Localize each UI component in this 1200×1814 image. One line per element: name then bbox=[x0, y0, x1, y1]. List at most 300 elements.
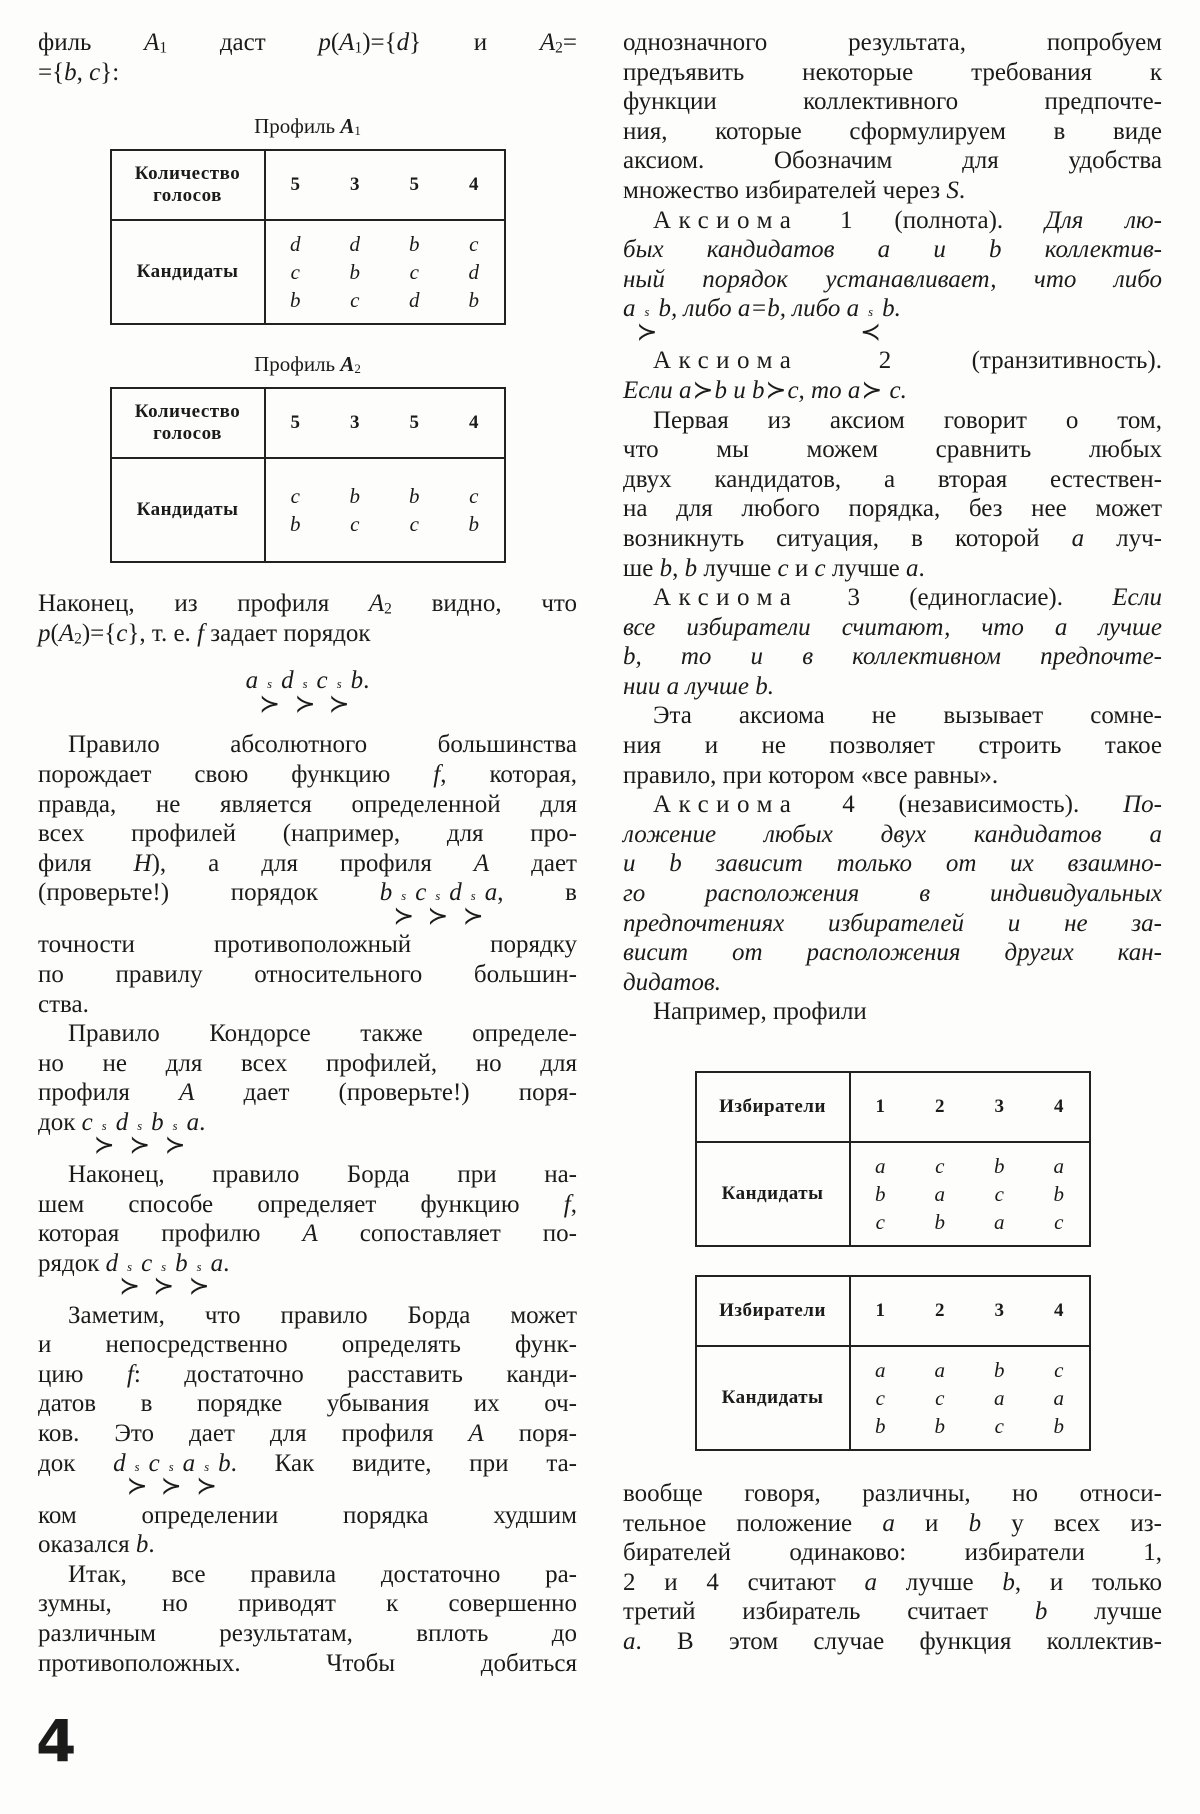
candidate-letter: c bbox=[1054, 1210, 1064, 1234]
text-run: бирателей одинаково: избиратели 1, bbox=[623, 1539, 1162, 1567]
candidate-letter: a bbox=[875, 1154, 886, 1178]
math-italic: d bbox=[449, 879, 462, 907]
math-italic: все избиратели считают, что a лучше bbox=[623, 613, 1162, 641]
text-run: } и bbox=[409, 29, 540, 56]
math-italic: d bbox=[105, 1249, 119, 1277]
text-run: }: bbox=[100, 58, 120, 86]
candidate-letter: b bbox=[994, 1154, 1005, 1178]
candidate-letter: c bbox=[409, 512, 419, 537]
text-run: ), а для профиля bbox=[151, 849, 474, 877]
column-number: 2 bbox=[935, 1300, 945, 1321]
text-line bbox=[38, 1419, 577, 1449]
text-run: поря- bbox=[483, 1420, 578, 1448]
relation-superscript: s bbox=[302, 677, 308, 692]
text-run: правда, не является определенной для bbox=[38, 790, 577, 818]
subscript: 2 bbox=[555, 39, 563, 57]
text-run: однозначного результата, попробуем bbox=[623, 29, 1162, 56]
candidate-letter: c bbox=[1054, 1358, 1064, 1382]
text-line bbox=[623, 701, 1162, 731]
axiom-label: Аксиома bbox=[653, 791, 799, 819]
text-run: множество избирателей через bbox=[623, 176, 947, 204]
candidate-letter: d bbox=[468, 260, 479, 285]
text-line bbox=[623, 968, 1162, 998]
column-number: 5 bbox=[290, 412, 300, 434]
math-italic: p bbox=[318, 29, 331, 56]
math-italic: A bbox=[144, 29, 160, 56]
paragraph bbox=[623, 583, 1162, 701]
math-italic: b bbox=[968, 1509, 982, 1537]
math-italic: b bbox=[1034, 1598, 1048, 1626]
subscript: 2 bbox=[354, 361, 361, 377]
text-run: Первая из аксиом говорит о том, bbox=[653, 406, 1162, 434]
math-italic: f bbox=[563, 1190, 571, 1218]
column-number: 5 bbox=[409, 174, 419, 196]
text-line bbox=[38, 589, 577, 619]
math-italic: Если a bbox=[623, 376, 692, 404]
candidate-letter: b bbox=[875, 1414, 886, 1438]
candidate-letter: b bbox=[409, 232, 420, 257]
table-caption bbox=[38, 351, 577, 377]
text-line bbox=[38, 58, 577, 88]
math-italic: ложение любых двух кандидатов a bbox=[623, 820, 1162, 848]
math-italic: H bbox=[133, 849, 152, 877]
math-italic: b. bbox=[882, 295, 901, 323]
text-run: 2 (транзитивность). bbox=[798, 347, 1162, 375]
text-line bbox=[38, 1108, 577, 1160]
math-italic: A bbox=[368, 590, 385, 618]
math-italic: Для лю- bbox=[1044, 206, 1163, 234]
text-line bbox=[623, 294, 1162, 346]
text-run: . bbox=[363, 667, 370, 695]
math-italic: b bbox=[175, 1249, 188, 1277]
math-italic: a bbox=[186, 1108, 200, 1136]
relation-operator: ≻ bbox=[160, 1473, 182, 1501]
relation-operator: ≻ bbox=[328, 690, 350, 718]
relation-operator: ≻ bbox=[93, 1132, 115, 1160]
text-run: ( bbox=[50, 619, 59, 647]
profile-table-wrapper bbox=[623, 1071, 1162, 1247]
math-italic: A bbox=[302, 1220, 318, 1248]
text-run: порождает свою функцию bbox=[38, 760, 434, 788]
text-run: у всех из- bbox=[981, 1509, 1162, 1537]
text-line bbox=[623, 494, 1162, 524]
text-line bbox=[623, 820, 1162, 850]
candidate-letter: c bbox=[994, 1414, 1004, 1438]
candidate-letter: c bbox=[875, 1386, 885, 1410]
math-italic: b bbox=[350, 667, 364, 695]
candidate-order-column bbox=[385, 230, 445, 314]
column-number: 3 bbox=[350, 174, 360, 196]
text-line bbox=[38, 760, 577, 790]
table-header-row bbox=[111, 150, 505, 220]
candidate-letter: b bbox=[349, 484, 360, 509]
math-italic: c bbox=[89, 58, 101, 86]
text-line bbox=[38, 1330, 577, 1360]
math-italic: c bbox=[81, 1108, 93, 1136]
text-run: Заметим, что правило Борда может bbox=[68, 1301, 577, 1329]
candidate-letter: b bbox=[349, 260, 360, 285]
text-run: Правило абсолютного большинства bbox=[68, 731, 577, 759]
text-run: датов в порядке убывания их оч- bbox=[38, 1390, 577, 1418]
text-line bbox=[38, 1360, 577, 1390]
candidate-letter: a bbox=[934, 1182, 945, 1206]
candidate-order-column bbox=[266, 482, 326, 538]
text-run: аксиом. Обозначим для удобства bbox=[623, 147, 1162, 175]
candidate-columns bbox=[851, 1152, 1089, 1236]
text-run: вообще говоря, различны, но относи- bbox=[623, 1480, 1162, 1507]
text-run: профиля bbox=[38, 1079, 180, 1107]
math-italic: ный порядок устанавливает, что либо bbox=[623, 265, 1162, 293]
column-number: 2 bbox=[935, 1096, 945, 1117]
text-run: лучше bbox=[697, 554, 778, 582]
relation-operator: ≻ bbox=[119, 1273, 141, 1301]
preference-relation-symbol bbox=[764, 377, 787, 405]
text-run: Итак, все правила достаточно ра- bbox=[68, 1560, 577, 1588]
text-line bbox=[38, 849, 577, 879]
math-italic: b, то и в коллективном предпочте- bbox=[623, 643, 1162, 671]
text-line bbox=[623, 58, 1162, 88]
table-header-row bbox=[696, 1072, 1090, 1142]
candidate-letter: c bbox=[350, 288, 360, 313]
candidate-letter: b bbox=[1053, 1182, 1064, 1206]
math-italic: b bbox=[1002, 1568, 1015, 1596]
preference-relation-symbol bbox=[392, 890, 415, 930]
text-run: ния, которые сформулируем в виде bbox=[623, 117, 1162, 145]
candidate-letter: a bbox=[875, 1358, 886, 1382]
candidate-letter: b bbox=[934, 1210, 945, 1234]
relation-superscript: s bbox=[470, 889, 476, 904]
text-line bbox=[38, 1049, 577, 1079]
math-italic: b bbox=[64, 58, 77, 86]
candidate-order-column bbox=[444, 230, 504, 314]
text-line bbox=[623, 28, 1162, 58]
candidate-columns bbox=[266, 482, 504, 538]
header-label-text: Избиратели bbox=[719, 1300, 826, 1321]
text-run: ={ bbox=[38, 58, 65, 86]
candidate-orders bbox=[850, 1346, 1090, 1450]
header-label-text: голосов bbox=[153, 185, 222, 207]
relation-operator: ≻ bbox=[692, 376, 714, 404]
text-run: правило, при котором «все равны». bbox=[623, 761, 999, 789]
preference-relation-symbol bbox=[462, 890, 485, 930]
candidate-letter: a bbox=[934, 1358, 945, 1382]
preference-relation-symbol bbox=[188, 1261, 211, 1301]
text-run: Наконец, из профиля bbox=[38, 590, 369, 618]
text-run: предъявить некоторые требования к bbox=[623, 58, 1162, 86]
math-italic: d bbox=[396, 29, 410, 56]
relation-superscript: s bbox=[168, 1459, 174, 1474]
math-italic: a bbox=[484, 879, 498, 907]
math-italic: и b зависит только от их взаимно- bbox=[623, 850, 1162, 878]
row-label: Кандидаты bbox=[111, 220, 265, 324]
math-italic: c bbox=[777, 554, 789, 582]
column-number: 4 bbox=[469, 174, 479, 196]
candidate-order-column bbox=[266, 230, 326, 314]
text-run: . bbox=[958, 176, 966, 204]
text-run: функции коллективного предпочте- bbox=[623, 88, 1162, 116]
math-italic: го расположения в индивидуальных bbox=[623, 880, 1162, 908]
candidates-row bbox=[696, 1346, 1090, 1450]
paragraph bbox=[623, 28, 1162, 206]
text-line bbox=[623, 909, 1162, 939]
math-italic: c, то a bbox=[787, 376, 861, 404]
text-run: задает порядок bbox=[204, 619, 371, 647]
column-values bbox=[265, 388, 505, 458]
paragraph bbox=[38, 1160, 577, 1301]
paragraph bbox=[38, 1301, 577, 1560]
math-italic: d bbox=[115, 1108, 129, 1136]
candidate-order-column bbox=[325, 230, 385, 314]
candidate-letter: d bbox=[349, 232, 360, 257]
text-run: и непосредственно определять функ- bbox=[38, 1331, 577, 1359]
preference-relation-symbol bbox=[860, 377, 883, 405]
text-line bbox=[38, 960, 577, 990]
left-text-column bbox=[38, 28, 577, 1678]
math-italic: p bbox=[38, 619, 51, 647]
text-run: , в bbox=[497, 879, 577, 907]
relation-superscript: s bbox=[336, 677, 342, 692]
column-number: 5 bbox=[290, 174, 300, 196]
candidate-letter: b bbox=[468, 512, 479, 537]
relation-superscript: s bbox=[267, 677, 273, 692]
relation-superscript: s bbox=[137, 1118, 143, 1133]
header-label bbox=[111, 150, 265, 220]
text-run: 2 и 4 считают bbox=[623, 1568, 865, 1596]
preference-relation-symbol bbox=[126, 1461, 149, 1501]
candidates-row bbox=[696, 1142, 1090, 1246]
text-run: )={ bbox=[362, 29, 397, 56]
candidate-letter: c bbox=[875, 1210, 885, 1234]
candidate-letter: c bbox=[994, 1182, 1004, 1206]
text-run: сопоставляет по- bbox=[317, 1220, 577, 1248]
candidate-order-column bbox=[325, 482, 385, 538]
text-run: , bbox=[76, 58, 90, 86]
column-number-row bbox=[266, 174, 504, 196]
math-italic: a bbox=[906, 554, 919, 582]
relation-operator: ≻ bbox=[462, 902, 484, 930]
profile-table bbox=[110, 149, 506, 325]
page-number: 4 bbox=[36, 1707, 77, 1775]
relation-operator: ≺ bbox=[860, 318, 882, 346]
text-run: лучше bbox=[1047, 1598, 1163, 1626]
candidate-order-column bbox=[851, 1356, 911, 1440]
candidate-letter: b bbox=[290, 288, 301, 313]
math-italic: S bbox=[946, 176, 959, 204]
text-line bbox=[38, 730, 577, 760]
candidate-letter: b bbox=[290, 512, 301, 537]
math-italic: a bbox=[1071, 524, 1085, 552]
candidate-order-column bbox=[385, 482, 445, 538]
relation-operator: ≻ bbox=[188, 1273, 210, 1301]
text-line bbox=[623, 938, 1162, 968]
candidate-letter: b bbox=[409, 484, 420, 509]
math-italic: b bbox=[659, 554, 673, 582]
text-run: всех профилей (например, для про- bbox=[38, 820, 577, 848]
candidate-order-column bbox=[970, 1152, 1030, 1236]
relation-operator: ≻ bbox=[129, 1132, 151, 1160]
text-line bbox=[623, 87, 1162, 117]
candidate-letter: b bbox=[468, 288, 479, 313]
text-line bbox=[38, 1560, 577, 1590]
math-italic: c bbox=[814, 554, 826, 582]
text-run: Например, профили bbox=[653, 998, 867, 1026]
text-run: ства. bbox=[38, 990, 89, 1018]
math-italic: a bbox=[864, 1568, 877, 1596]
paragraph bbox=[623, 997, 1162, 1027]
math-italic: A bbox=[340, 114, 355, 139]
text-run: Эта аксиома не вызывает сомне- bbox=[653, 702, 1162, 730]
header-label-text: Избиратели bbox=[719, 1096, 826, 1117]
math-italic: c bbox=[116, 619, 128, 647]
text-run: : достаточно расставить канди- bbox=[133, 1360, 577, 1388]
column-number: 1 bbox=[875, 1096, 885, 1117]
text-line bbox=[38, 1249, 577, 1301]
paragraph bbox=[623, 701, 1162, 790]
text-run: различным результатам, вплоть до bbox=[38, 1620, 577, 1648]
relation-operator: ≻ bbox=[126, 1473, 148, 1501]
example-profile-tables bbox=[623, 1071, 1162, 1451]
header-label-text: Количество bbox=[134, 163, 241, 185]
text-run: 4 (независимость). bbox=[798, 791, 1124, 819]
text-run: ния и не позволяет строить такое bbox=[623, 732, 1162, 760]
text-run: ше bbox=[623, 554, 660, 582]
relation-operator: ≻ bbox=[153, 1273, 175, 1301]
candidate-orders bbox=[265, 458, 505, 562]
text-line bbox=[623, 346, 1162, 376]
candidate-letter: c bbox=[469, 232, 479, 257]
text-line bbox=[38, 819, 577, 849]
candidate-letter: d bbox=[409, 288, 420, 313]
table-header-row bbox=[696, 1276, 1090, 1346]
row-label: Кандидаты bbox=[696, 1142, 850, 1246]
header-label-text: голосов bbox=[153, 423, 222, 445]
math-italic: нии a лучше b. bbox=[623, 672, 774, 700]
relation-superscript: s bbox=[161, 1259, 167, 1274]
text-run: дает (проверьте!) поря- bbox=[194, 1079, 578, 1107]
math-italic: c bbox=[316, 667, 328, 695]
axiom-label: Аксиома bbox=[653, 584, 799, 612]
header-label bbox=[696, 1276, 850, 1346]
candidate-letter: d bbox=[290, 232, 301, 257]
text-run: Наконец, правило Борда при на- bbox=[68, 1160, 577, 1188]
text-line bbox=[623, 790, 1162, 820]
text-run: противоположных. Чтобы добиться bbox=[38, 1649, 577, 1677]
math-italic: f bbox=[126, 1360, 134, 1388]
header-label bbox=[111, 388, 265, 458]
text-line bbox=[623, 761, 1162, 791]
text-line bbox=[38, 1301, 577, 1331]
text-run: возникнуть ситуация, в которой bbox=[623, 524, 1072, 552]
text-line bbox=[623, 1538, 1162, 1568]
candidate-letter: b bbox=[875, 1182, 886, 1206]
math-italic: A bbox=[473, 849, 490, 877]
text-line bbox=[623, 235, 1162, 265]
text-run: которая профилю bbox=[38, 1220, 303, 1248]
header-label bbox=[696, 1072, 850, 1142]
text-run: двух кандидатов, а вторая естествен- bbox=[623, 465, 1162, 493]
text-run: ком определении порядка худшим bbox=[38, 1501, 577, 1529]
text-line bbox=[623, 731, 1162, 761]
text-run: . bbox=[223, 1249, 230, 1277]
text-run: , bbox=[570, 1190, 577, 1218]
preference-relation-symbol bbox=[636, 306, 659, 346]
relation-operator: ≻ bbox=[294, 690, 316, 718]
text-line bbox=[623, 997, 1162, 1027]
text-run: филя bbox=[38, 849, 134, 877]
math-italic: b и b bbox=[714, 376, 765, 404]
profile-table bbox=[695, 1071, 1091, 1247]
math-italic: Если bbox=[1112, 584, 1162, 612]
axiom-label: Аксиома bbox=[653, 206, 799, 234]
text-run: оказался bbox=[38, 1531, 136, 1559]
math-italic: b bbox=[379, 879, 393, 907]
relation-superscript: s bbox=[196, 1259, 202, 1274]
candidate-letter: c bbox=[350, 512, 360, 537]
text-run: третий избиратель считает bbox=[623, 1598, 1035, 1626]
header-label-text: Количество bbox=[134, 401, 241, 423]
candidate-letter: c bbox=[290, 260, 300, 285]
column-number-row bbox=[266, 412, 504, 434]
right-text-column bbox=[623, 28, 1162, 1657]
candidates-row bbox=[111, 220, 505, 324]
text-line bbox=[38, 1619, 577, 1649]
text-run: (проверьте!) порядок bbox=[38, 879, 380, 907]
column-number: 4 bbox=[469, 412, 479, 434]
text-run: ков. Это дает для профиля bbox=[38, 1420, 469, 1448]
text-run: )={ bbox=[81, 619, 117, 647]
math-italic: a bbox=[623, 1627, 636, 1655]
math-italic: бых кандидатов a и b коллектив- bbox=[623, 236, 1162, 264]
text-line bbox=[38, 28, 577, 58]
paragraph bbox=[38, 1560, 577, 1678]
math-italic: A bbox=[340, 352, 355, 377]
preference-relation-symbol bbox=[93, 1120, 116, 1160]
text-run: рядок bbox=[38, 1249, 106, 1277]
subscript: 1 bbox=[354, 39, 363, 57]
paragraph bbox=[38, 589, 577, 648]
paragraph bbox=[623, 790, 1162, 997]
preference-relation-symbol bbox=[195, 1461, 218, 1501]
text-run: ( bbox=[330, 29, 340, 56]
relation-superscript: s bbox=[435, 889, 441, 904]
text-line bbox=[623, 117, 1162, 147]
text-run: дает bbox=[489, 849, 577, 877]
text-line bbox=[623, 1597, 1162, 1627]
text-run: 1 (полнота). bbox=[798, 206, 1045, 234]
text-line bbox=[623, 583, 1162, 613]
candidate-order-column bbox=[1029, 1356, 1089, 1440]
math-italic: c bbox=[148, 1449, 160, 1477]
profile-table-wrapper bbox=[38, 387, 577, 563]
text-run: , которая, bbox=[440, 760, 577, 788]
text-line bbox=[38, 1219, 577, 1249]
subscript: 1 bbox=[354, 123, 361, 139]
math-italic: c. bbox=[883, 376, 907, 404]
paragraph bbox=[623, 206, 1162, 347]
text-run: Профиль bbox=[254, 352, 341, 377]
preference-relation-symbol bbox=[294, 678, 317, 718]
candidate-letter: c bbox=[409, 260, 419, 285]
text-run: . В этом случае функция коллектив- bbox=[635, 1627, 1162, 1655]
math-italic: f bbox=[433, 760, 441, 788]
text-run: . bbox=[199, 1108, 206, 1136]
text-run: , bbox=[672, 554, 685, 582]
text-run: Правило Кондорсе также определе- bbox=[68, 1020, 577, 1048]
math-italic: d bbox=[113, 1449, 126, 1477]
text-line bbox=[623, 613, 1162, 643]
text-run: док bbox=[38, 1449, 114, 1477]
column-number: 1 bbox=[875, 1300, 885, 1321]
